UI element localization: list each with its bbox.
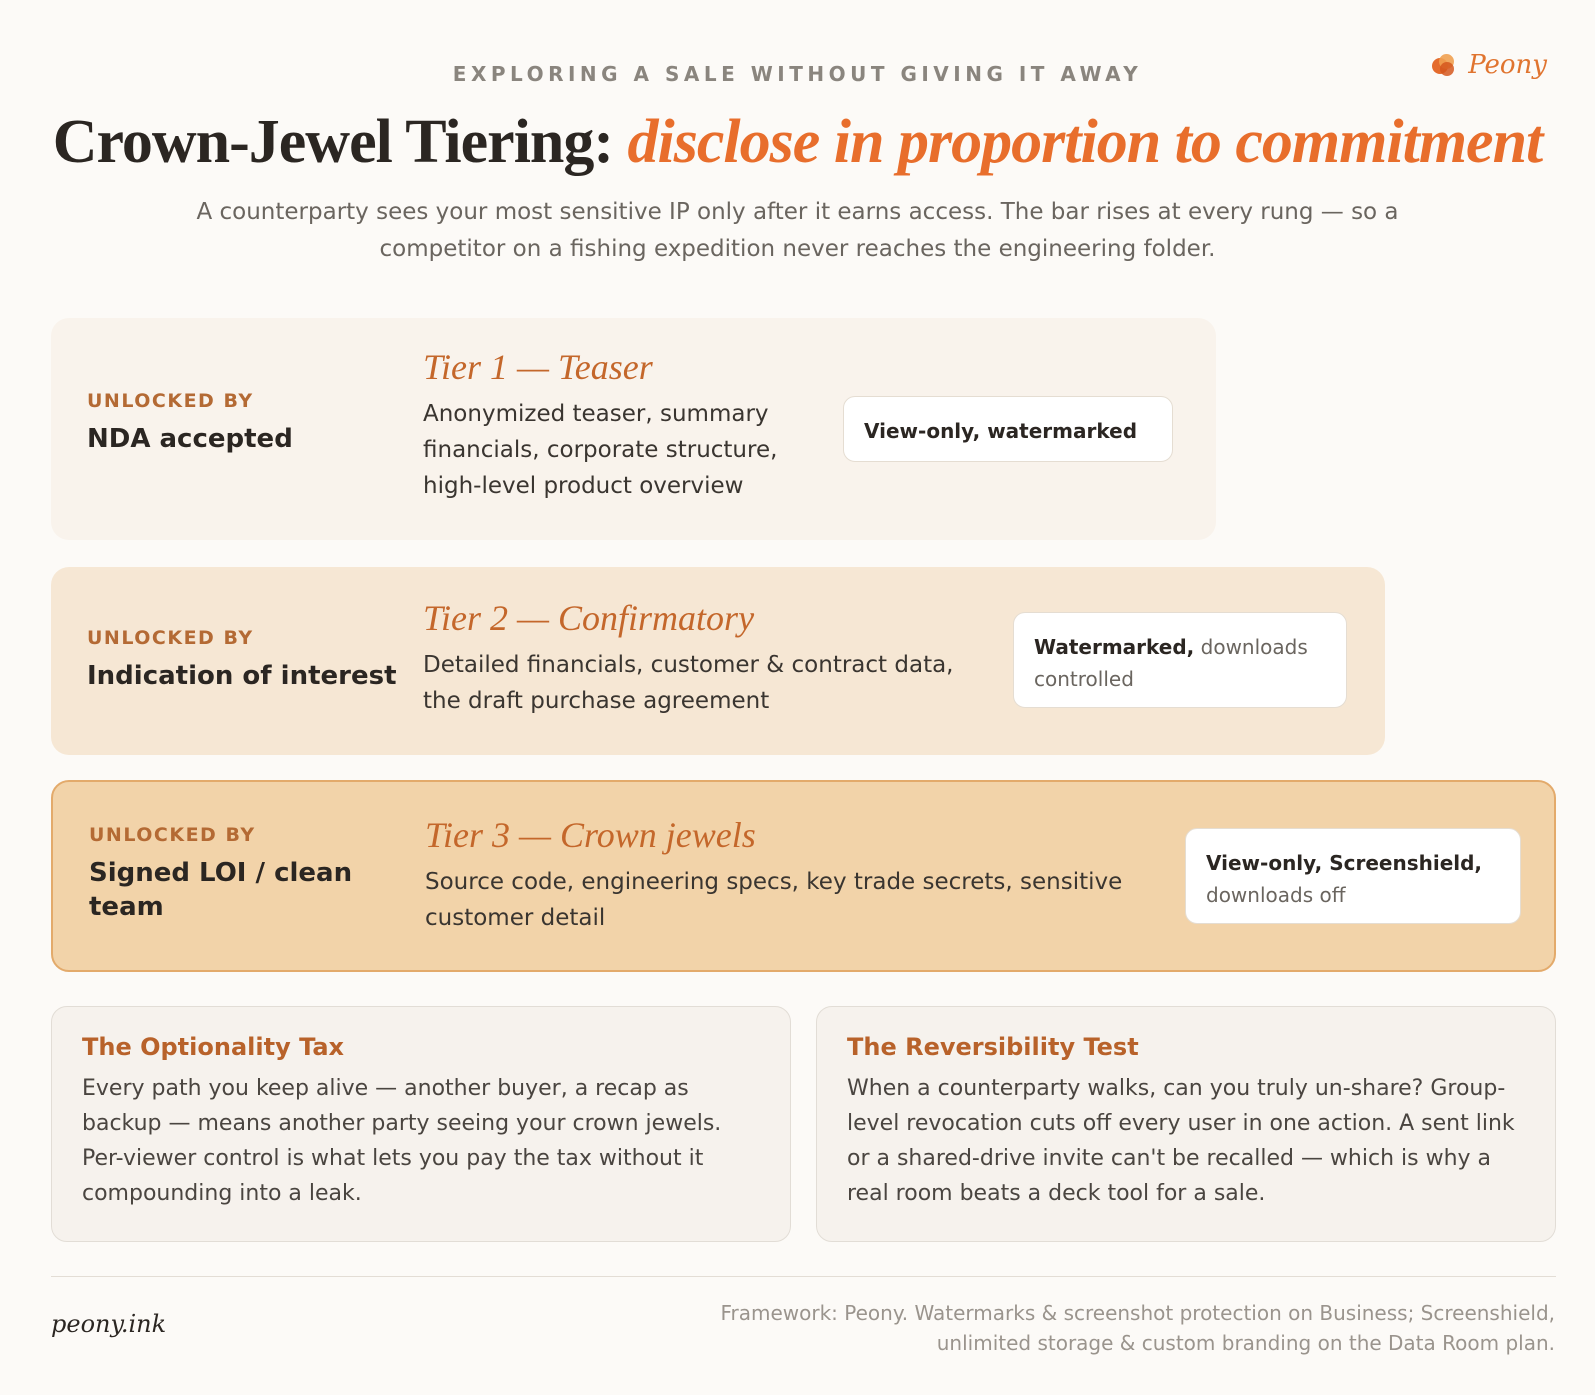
brand-name: Peony xyxy=(1468,50,1547,80)
card-body: Every path you keep alive — another buyer, a recap as backup — means another party seeing your crown jewels. Per-viewer control is what lets you pay the tax without it compounding into a leak. xyxy=(82,1076,722,1206)
page-subtitle: A counterparty sees your most sensitive IP only after it earns access. The bar rises at every rung — so a competitor on a fishing expedition never reaches the engineering folder. xyxy=(196,199,1399,262)
title-main: Crown-Jewel Tiering: xyxy=(52,108,628,176)
title-accent: disclose in proportion to commitment xyxy=(627,108,1543,176)
unlock-condition: Indication of interest xyxy=(87,661,397,691)
tier-3-body xyxy=(425,814,1145,936)
tier-3-access-badge xyxy=(1185,828,1521,924)
tier-name: Tier 2 — Confirmatory xyxy=(423,598,755,638)
tier-2-panel xyxy=(51,567,1385,755)
unlock-condition: NDA accepted xyxy=(87,424,293,454)
access-primary: View-only, Screenshield, xyxy=(1206,851,1483,875)
tier-1-access-badge xyxy=(843,396,1173,462)
tier-1-body xyxy=(423,346,813,504)
access-secondary: downloads off xyxy=(1206,883,1346,907)
tier-1-unlock xyxy=(87,390,387,456)
optionality-tax-card xyxy=(51,1006,791,1242)
tier-description: Source code, engineering specs, key trade secrets, sensitive customer detail xyxy=(425,869,1123,931)
unlock-condition: Signed LOI / clean team xyxy=(89,858,353,922)
peony-flower-icon xyxy=(1430,52,1456,78)
card-title: The Reversibility Test xyxy=(847,1033,1139,1061)
tier-1-panel xyxy=(51,318,1216,540)
access-secondary: downloads controlled xyxy=(1034,635,1308,691)
tier-3-panel xyxy=(51,780,1556,972)
unlocked-by-label: UNLOCKED BY xyxy=(87,627,254,649)
tier-description: Anonymized teaser, summary financials, corporate structure, high-level product overview xyxy=(423,401,778,499)
tier-description: Detailed financials, customer & contract data, the draft purchase agreement xyxy=(423,652,954,714)
unlocked-by-label: UNLOCKED BY xyxy=(89,824,256,846)
tier-name: Tier 3 — Crown jewels xyxy=(425,815,756,855)
card-body: When a counterparty walks, can you truly un-share? Group-level revocation cuts off every user in one action. A sent link or a shared-drive invite can't be recalled — which is why a real room beats a deck tool for a sale. xyxy=(847,1076,1515,1206)
access-primary: Watermarked, xyxy=(1034,635,1195,659)
unlocked-by-label: UNLOCKED BY xyxy=(87,390,254,412)
brand-logo[interactable] xyxy=(1430,50,1547,80)
access-primary: View-only, watermarked xyxy=(864,419,1138,443)
footer-divider xyxy=(51,1276,1556,1277)
eyebrow: EXPLORING A SALE WITHOUT GIVING IT AWAY xyxy=(452,62,1143,86)
tier-2-access-badge xyxy=(1013,612,1347,708)
tier-2-unlock xyxy=(87,627,407,693)
card-title: The Optionality Tax xyxy=(82,1033,345,1061)
tier-3-unlock xyxy=(89,824,379,924)
tier-2-body xyxy=(423,597,983,719)
tier-name: Tier 1 — Teaser xyxy=(423,347,653,387)
footer-site-link[interactable]: peony.ink xyxy=(51,1310,167,1338)
reversibility-test-card xyxy=(816,1006,1556,1242)
footer-note: Framework: Peony. Watermarks & screenshot protection on Business; Screenshield, unlimited storage & custom branding on the Data Room plan. xyxy=(720,1301,1555,1355)
page-title xyxy=(0,104,1595,180)
